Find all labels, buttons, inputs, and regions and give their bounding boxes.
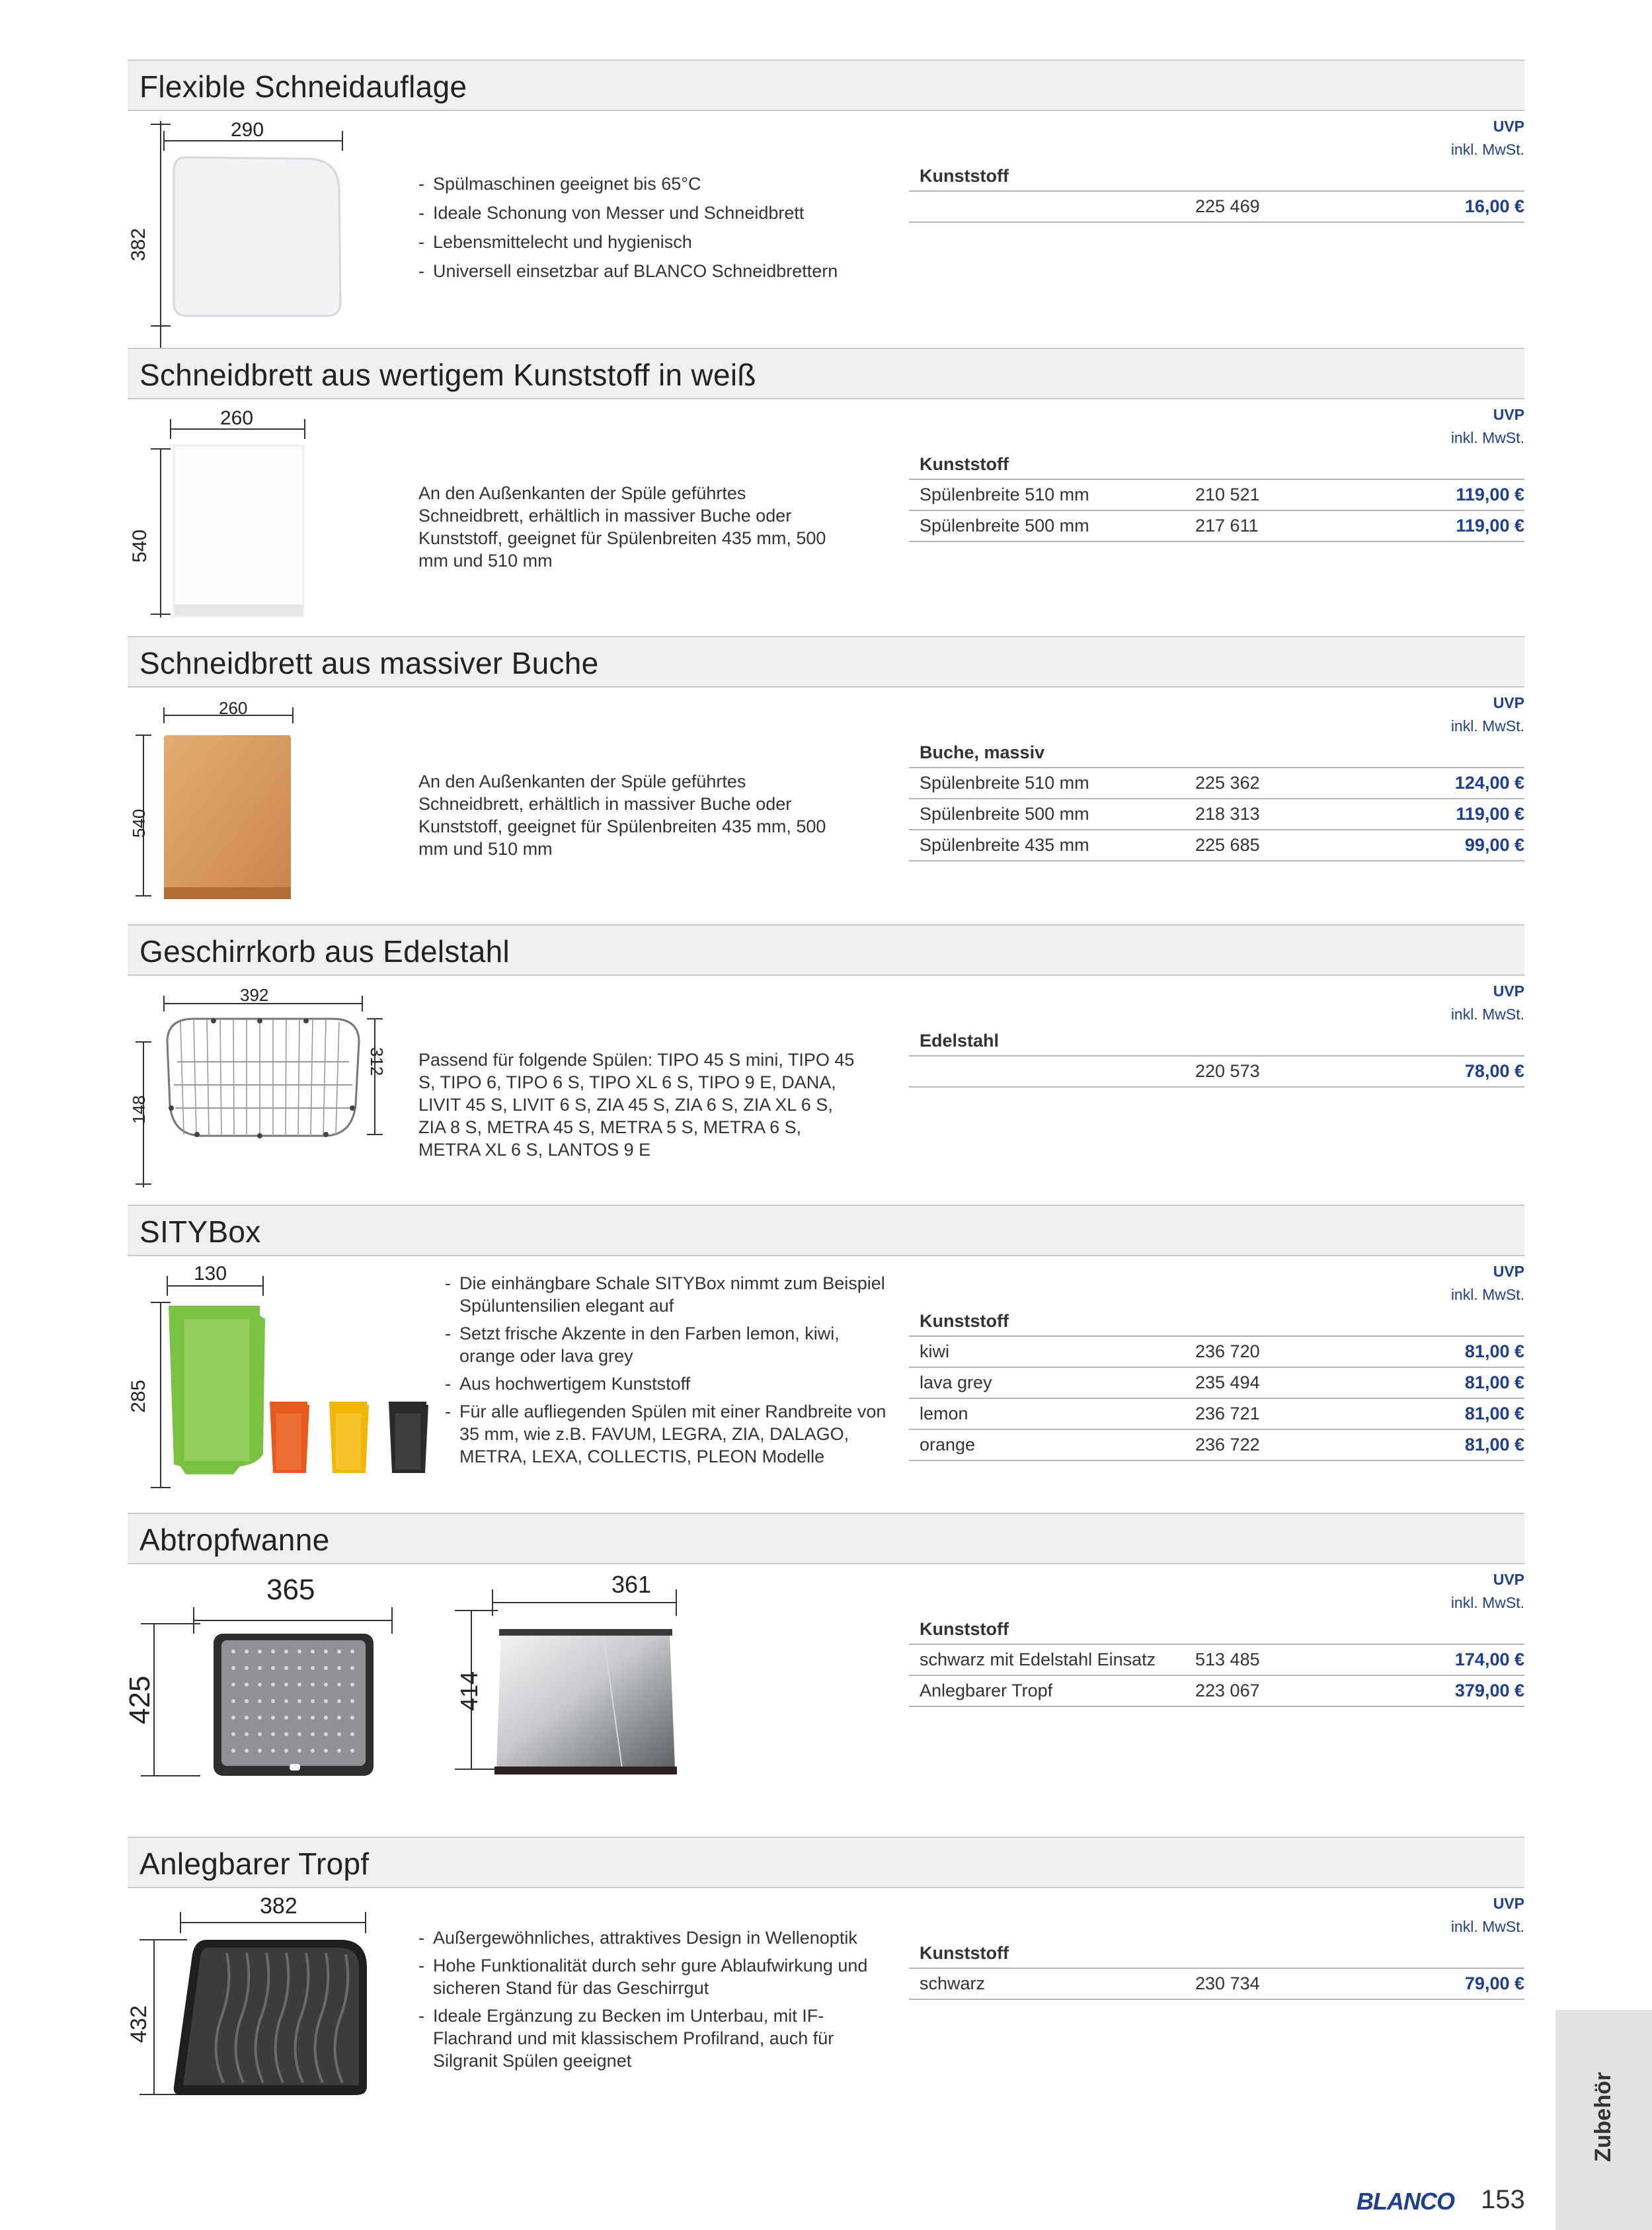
section-title xyxy=(128,1837,1524,1888)
section-title-text: Anlegbarer Tropf xyxy=(139,1847,370,1881)
dimension-width: 392 xyxy=(240,985,269,1005)
section-title-text: Schneidbrett aus massiver Buche xyxy=(139,646,599,680)
price-table xyxy=(909,403,1524,542)
section-title xyxy=(128,348,1524,399)
uvp-label: UVP inkl. MwSt. xyxy=(1450,1571,1524,1611)
table-row: lava grey 235 494 81,00 € xyxy=(909,1368,1524,1399)
feature-item: - Universell einsetzbar auf BLANCO Schneidbrettern xyxy=(418,259,855,283)
dimension-width: 290 xyxy=(231,119,264,141)
category-side-tab xyxy=(1555,2010,1652,2230)
dimension-width: 382 xyxy=(260,1893,297,1919)
dimension-height: 540 xyxy=(129,809,149,838)
price-table xyxy=(909,980,1524,1088)
product-image-schneidbrett-weiss xyxy=(128,406,326,624)
page-number: 153 xyxy=(1481,2185,1525,2214)
feature-item: - Aus hochwertigem Kunststoff xyxy=(445,1373,894,1395)
dimension-height: 414 xyxy=(455,1671,483,1711)
section-title xyxy=(128,60,1524,111)
dimension-width: 130 xyxy=(194,1263,227,1285)
uvp-label: UVP inkl. MwSt. xyxy=(1450,1263,1524,1303)
dimension-height: 432 xyxy=(126,2005,151,2043)
uvp-label: UVP inkl. MwSt. xyxy=(1450,1895,1524,1935)
category-label: Zubehör xyxy=(1591,2072,1616,2162)
dimension-height: 382 xyxy=(128,227,149,261)
price-table xyxy=(909,1568,1524,1707)
product-image-geschirrkorb xyxy=(128,982,392,1201)
product-description: An den Außenkanten der Spüle geführtes Schneidbrett, erhältlich in massiver Buche oder Kunststoff, geeignet für Spülenbreiten 435 mm, 500 mm und 510 mm xyxy=(418,483,826,571)
table-row: Spülenbreite 510 mm 210 521 119,00 € xyxy=(909,480,1524,511)
feature-item: - Die einhängbare Schale SITYBox nimmt zum Beispiel Spüluntensilien elegant auf xyxy=(445,1272,894,1317)
feature-list xyxy=(418,1927,881,2077)
product-image-schneidbrett-buche xyxy=(128,694,326,912)
uvp-label: UVP inkl. MwSt. xyxy=(1450,694,1524,735)
section-title xyxy=(128,1205,1524,1256)
table-row: Spülenbreite 435 mm 225 685 99,00 € xyxy=(909,830,1524,861)
product-image-anlegbarer-tropf xyxy=(128,1895,392,2106)
product-description: An den Außenkanten der Spüle geführtes Schneidbrett, erhältlich in massiver Buche oder Kunststoff, geeignet für Spülenbreiten 435 mm, 500 mm und 510 mm xyxy=(418,772,826,859)
table-row: 220 573 78,00 € xyxy=(909,1056,1524,1088)
feature-item: - Außergewöhnliches, attraktives Design in Wellenoptik xyxy=(418,1927,881,1949)
section-title xyxy=(128,1513,1524,1564)
section-title-text: SITYBox xyxy=(139,1215,261,1249)
feature-item: - Setzt frische Akzente in den Farben lemon, kiwi, orange oder lava grey xyxy=(445,1322,894,1367)
table-row: orange 236 722 81,00 € xyxy=(909,1430,1524,1461)
material-header: Buche, massiv xyxy=(909,738,1524,768)
feature-list xyxy=(418,172,855,288)
price-table xyxy=(909,1260,1524,1461)
feature-list xyxy=(445,1272,894,1473)
table-row: lemon 236 721 81,00 € xyxy=(909,1399,1524,1430)
price-table xyxy=(909,692,1524,861)
table-row: Spülenbreite 500 mm 217 611 119,00 € xyxy=(909,511,1524,542)
price-table xyxy=(909,115,1524,223)
uvp-label: UVP inkl. MwSt. xyxy=(1450,118,1524,158)
dimension-height: 425 xyxy=(124,1675,156,1724)
dimension-width: 361 xyxy=(611,1571,652,1598)
section-title-text: Schneidbrett aus wertigem Kunststoff in weiß xyxy=(139,358,756,392)
material-header: Kunststoff xyxy=(909,450,1524,480)
product-description: Passend für folgende Spülen: TIPO 45 S mini, TIPO 45 S, TIPO 6, TIPO 6 S, TIPO XL 6 S, TIPO 9 E, DANA, LIVIT 45 S, LIVIT 6 S, ZIA 45 S, ZIA 6 S, ZIA XL 6 S, ZIA 8 S, METRA 45 S, METRA 5 S, METRA 6 S, METRA XL 6 S, LANTOS 9 E xyxy=(418,1050,855,1160)
feature-item: - Ideale Ergänzung zu Becken im Unterbau, mit IF-Flachrand und mit klassischem Profilrand, auch für Silgranit Spülen geeignet xyxy=(418,2005,881,2072)
dimension-height: 540 xyxy=(129,529,151,563)
dimension-depth: 312 xyxy=(367,1047,387,1076)
product-image-anlegbarer-tropf-edelstahl xyxy=(445,1571,723,1789)
section-title xyxy=(128,636,1524,688)
material-header: Kunststoff xyxy=(909,1938,1524,1969)
product-image-sitybox xyxy=(128,1263,445,1501)
table-row: Spülenbreite 500 mm 218 313 119,00 € xyxy=(909,799,1524,830)
uvp-label: UVP inkl. MwSt. xyxy=(1450,982,1524,1023)
feature-item: - Ideale Schonung von Messer und Schneidbrett xyxy=(418,201,855,225)
feature-item: - Spülmaschinen geeignet bis 65°C xyxy=(418,172,855,196)
section-title-text: Flexible Schneidauflage xyxy=(139,69,467,104)
table-row: schwarz mit Edelstahl Einsatz 513 485 174,00 € xyxy=(909,1645,1524,1676)
material-header: Kunststoff xyxy=(909,161,1524,192)
table-row: Spülenbreite 510 mm 225 362 124,00 € xyxy=(909,768,1524,799)
feature-item: - Für alle aufliegenden Spülen mit einer Randbreite von 35 mm, wie z.B. FAVUM, LEGRA, ZIA, DALAGO, METRA, LEXA, COLLECTIS, PLEON Modelle xyxy=(445,1400,894,1468)
material-header: Kunststoff xyxy=(909,1306,1524,1337)
material-header: Kunststoff xyxy=(909,1614,1524,1645)
dimension-width: 260 xyxy=(220,407,254,429)
dimension-height: 285 xyxy=(128,1379,149,1413)
section-title xyxy=(128,924,1524,976)
feature-item: - Hohe Funktionalität durch sehr gure Ablaufwirkung und sicheren Stand für das Geschirrgut xyxy=(418,1954,881,1999)
brand-logo: BLANCO xyxy=(1357,2188,1454,2215)
material-header: Edelstahl xyxy=(909,1026,1524,1056)
section-title-text: Geschirrkorb aus Edelstahl xyxy=(139,934,510,969)
table-row: schwarz 230 734 79,00 € xyxy=(909,1969,1524,2000)
dimension-height: 148 xyxy=(129,1095,149,1124)
product-image-schneidauflage xyxy=(128,118,352,336)
dimension-width: 365 xyxy=(266,1573,315,1606)
price-table xyxy=(909,1892,1524,2000)
table-row: 225 469 16,00 € xyxy=(909,192,1524,223)
table-row: Anlegbarer Tropf 223 067 379,00 € xyxy=(909,1676,1524,1707)
table-row: kiwi 236 720 81,00 € xyxy=(909,1337,1524,1368)
feature-item: - Lebensmittelecht und hygienisch xyxy=(418,230,855,254)
dimension-width: 260 xyxy=(219,698,248,718)
section-title-text: Abtropfwanne xyxy=(139,1523,330,1557)
uvp-label: UVP inkl. MwSt. xyxy=(1450,406,1524,446)
